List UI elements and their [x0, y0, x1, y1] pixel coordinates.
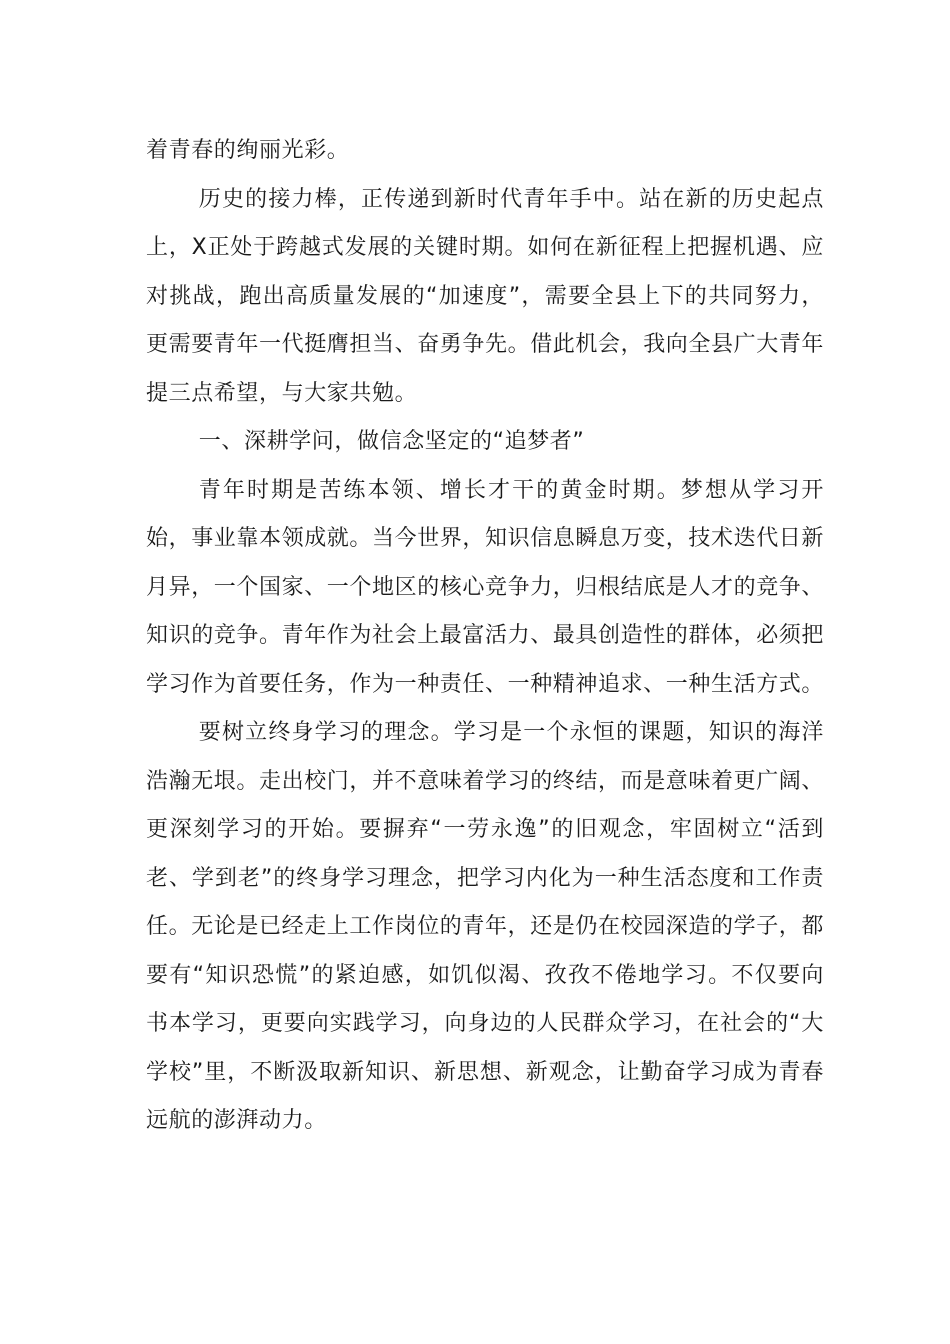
body-text [146, 127, 824, 1146]
paragraph-continuation: 着青春的绚丽光彩。 [146, 138, 350, 163]
paragraph-youth-period: 青年时期是苦练本领、增长才干的黄金时期。梦想从学习开始，事业靠本领成就。当今世界，知识信息瞬息万变，技术迭代日新月异，一个国家、一个地区的核心竞争力，归根结底是人才的竞争、知识的竞争。青年作为社会上最富活力、最具创造性的群体，必须把学习作为首要任务，作为一种责任、一种精神追求、一种生活方式。 [146, 477, 825, 697]
paragraph-baton: 历史的接力棒，正传递到新时代青年手中。站在新的历史起点上，X正处于跨越式发展的关键时期。如何在新征程上把握机遇、应对挑战，跑出高质量发展的“加速度”，需要全县上下的共同努力，更需要青年一代挺膺担当、奋勇争先。借此机会，我向全县广大青年提三点希望，与大家共勉。 [146, 186, 825, 406]
paragraph-lifelong-learning: 要树立终身学习的理念。学习是一个永恒的课题，知识的海洋浩瀚无垠。走出校门，并不意味着学习的终结，而是意味着更广阔、更深刻学习的开始。要摒弃“一劳永逸”的旧观念，牢固树立“活到老、学到老”的终身学习理念，把学习内化为一种生活态度和工作责任。无论是已经走上工作岗位的青年，还是仍在校园深造的学子，都要有“知识恐慌”的紧迫感，如饥似渴、孜孜不倦地学习。不仅要向书本学习，更要向实践学习，向身边的人民群众学习，在社会的“大学校”里，不断汲取新知识、新思想、新观念，让勤奋学习成为青春远航的澎湃动力。 [146, 720, 825, 1133]
section-heading-1: 一、深耕学问，做信念坚定的“追梦者” [198, 429, 585, 454]
